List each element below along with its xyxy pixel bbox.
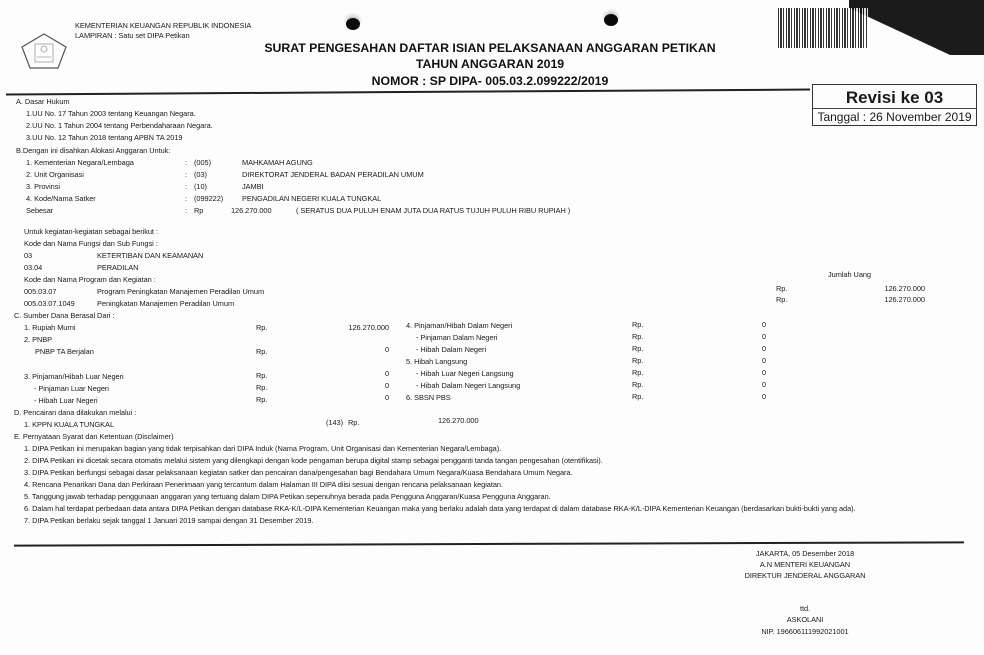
fund-source-amount: 0 [761, 368, 766, 377]
document-number: NOMOR : SP DIPA- 005.03.2.099222/2019 [371, 74, 609, 88]
fund-source-amount: 0 [761, 356, 766, 365]
program-name: Program Peningkatan Manajemen Peradilan Umum [97, 287, 265, 296]
fund-source-amount: 0 [761, 392, 766, 401]
fund-source-amount: 0 [384, 345, 389, 354]
scan-shadow [849, 0, 984, 55]
allocation-label: 1. Kementerian Negara/Lembaga [26, 158, 134, 167]
fund-source-amount: 0 [761, 344, 766, 353]
disclaimer-item: 3. DIPA Petikan berfungsi sebagai dasar pelaksanaan kegiatan satker dan pencairan dana/pengesahan bagi Bendahara Umum Negara/Kuasa Bendahara Umum Negara. [24, 468, 573, 477]
fund-source-label: 4. Pinjaman/Hibah Dalam Negeri [406, 321, 513, 330]
allocation-value: PENGADILAN NEGERI KUALA TUNGKAL [242, 194, 382, 203]
fund-source-amount: 0 [761, 320, 766, 329]
fund-source-label: - Hibah Dalam Negeri Langsung [416, 381, 521, 390]
fund-source-label: - Pinjaman Luar Negeri [34, 384, 109, 393]
fund-source-amount: 126.270.000 [348, 323, 389, 332]
disclaimer-item: 5. Tanggung jawab terhadap penggunaan anggaran yang tertuang dalam DIPA Petikan sepenuhnya berada pada Pengguna Anggaran/Kuasa Pengguna Anggaran. [24, 492, 551, 501]
fund-source-currency: Rp. [632, 368, 644, 377]
allocation-label: 4. Kode/Nama Satker [26, 194, 96, 203]
disclaimer-item: 6. Dalam hal terdapat perbedaan data antara DIPA Petikan dengan database RKA-K/L-DIPA Kementerian Keuangan maka yang berlaku adalah data yang terdapat di dalam database RKA-K/L-DIPA Kementerian Keuangan (berdasarkan bukti-bukti yang ada). [24, 504, 856, 513]
signature-position: DIREKTUR JENDERAL ANGGARAN [744, 571, 866, 580]
disclaimer-item: 2. DIPA Petikan ini dicetak secara otomatis melalui sistem yang dilengkapi dengan kode pengaman berupa digital stamp sebagai pengganti tanda tangan pengesahan (otentifikasi). [24, 456, 603, 465]
allocation-value: DIREKTORAT JENDERAL BADAN PERADILAN UMUM [242, 170, 424, 179]
fund-source-amount: 0 [384, 381, 389, 390]
legal-basis-item: 2.UU No. 1 Tahun 2004 tentang Perbendaharaan Negara. [26, 121, 213, 130]
fund-source-label: 1. Rupiah Murni [24, 323, 76, 332]
barcode-icon [778, 8, 868, 48]
allocation-code: (10) [194, 182, 207, 191]
section-a-heading: A. Dasar Hukum [16, 97, 70, 106]
program-code: 005.03.07.1049 [24, 299, 75, 308]
fund-source-currency: Rp. [632, 344, 644, 353]
program-currency: Rp. [776, 295, 788, 304]
signature-place-date: JAKARTA, 05 Desember 2018 [755, 549, 855, 558]
fund-source-currency: Rp. [256, 395, 268, 404]
footer-divider [14, 541, 964, 546]
signatory-nip: NIP. 196606111992021001 [761, 627, 849, 636]
signature-signed: ttd. [799, 604, 811, 613]
amount-value: 126.270.000 [231, 206, 272, 215]
activities-intro: Untuk kegiatan-kegiatan sebagai berikut : [24, 227, 158, 236]
fund-source-amount: 0 [761, 332, 766, 341]
kppn-amount: 126.270.000 [438, 416, 479, 425]
punch-hole-icon [604, 14, 618, 26]
section-b-heading: B.Dengan ini disahkan Alokasi Anggaran Untuk: [16, 146, 171, 155]
signature-on-behalf: A.N MENTERI KEUANGAN [759, 560, 851, 569]
fund-source-currency: Rp. [632, 320, 644, 329]
section-c-heading: C. Sumber Dana Berasal Dari : [14, 311, 115, 320]
fund-source-currency: Rp. [632, 332, 644, 341]
section-d-heading: D. Pencairan dana dilakukan melalui : [14, 408, 137, 417]
program-name: Peningkatan Manajemen Peradilan Umum [97, 299, 235, 308]
fund-source-currency: Rp. [256, 347, 268, 356]
punch-hole-icon [346, 18, 360, 30]
section-e-heading: E. Pernyataan Syarat dan Ketentuan (Disclaimer) [14, 432, 174, 441]
fungsi-name: PERADILAN [97, 263, 139, 272]
fund-source-label: 3. Pinjaman/Hibah Luar Negeri [24, 372, 124, 381]
program-currency: Rp. [776, 284, 788, 293]
program-amount: 126.270.000 [884, 295, 925, 304]
fund-source-label: 5. Hibah Langsung [406, 357, 468, 366]
allocation-colon: : [185, 158, 188, 167]
revision-box [812, 84, 977, 126]
allocation-colon: : [185, 182, 188, 191]
fund-source-label: PNBP TA Berjalan [35, 347, 94, 356]
fund-source-currency: Rp. [632, 392, 644, 401]
amount-label: Sebesar [26, 206, 54, 215]
fungsi-code: 03 [24, 251, 33, 260]
fund-source-currency: Rp. [256, 383, 268, 392]
document-year: TAHUN ANGGARAN 2019 [415, 57, 565, 71]
program-amount: 126.270.000 [884, 284, 925, 293]
jumlah-uang-label: Jumlah Uang [828, 270, 871, 279]
fund-source-label: - Pinjaman Dalam Negeri [416, 333, 498, 342]
fund-source-currency: Rp. [632, 380, 644, 389]
kppn-currency: Rp. [348, 418, 360, 427]
disclaimer-item: 7. DIPA Petikan berlaku sejak tanggal 1 Januari 2019 sampai dengan 31 Desember 2019. [24, 516, 314, 525]
fund-source-currency: Rp. [632, 356, 644, 365]
disclaimer-item: 1. DIPA Petikan ini merupakan bagian yang tidak terpisahkan dari DIPA Induk (Nama Program, Unit Organisasi dan Kementerian Negara/Lembaga). [24, 444, 502, 453]
fund-source-amount: 0 [384, 369, 389, 378]
amount-words: ( SERATUS DUA PULUH ENAM JUTA DUA RATUS TUJUH PULUH RIBU RUPIAH ) [296, 206, 571, 215]
kppn-office: 1. KPPN KUALA TUNGKAL [24, 420, 115, 429]
legal-basis-item: 3.UU No. 12 Tahun 2018 tentang APBN TA 2019 [26, 133, 183, 142]
header-divider [6, 89, 810, 96]
garuda-emblem-icon [20, 32, 68, 70]
fund-source-currency: Rp. [256, 323, 268, 332]
revision-date: Tanggal : 26 November 2019 [817, 110, 972, 124]
revision-label: Revisi ke 03 [813, 86, 976, 109]
ministry-name: KEMENTERIAN KEUANGAN REPUBLIK INDONESIA [75, 21, 252, 30]
fungsi-heading: Kode dan Nama Fungsi dan Sub Fungsi : [24, 239, 158, 248]
fund-source-amount: 0 [761, 380, 766, 389]
allocation-code: (005) [194, 158, 212, 167]
fund-source-label: - Hibah Luar Negeri Langsung [416, 369, 514, 378]
allocation-code: (03) [194, 170, 207, 179]
kppn-code: (143) [326, 418, 344, 427]
attachment-label: LAMPIRAN : Satu set DIPA Petikan [75, 31, 190, 40]
fungsi-code: 03.04 [24, 263, 43, 272]
fund-source-label: - Hibah Luar Negeri [34, 396, 98, 405]
allocation-code: (099222) [194, 194, 224, 203]
amount-currency: Rp [194, 206, 204, 215]
fund-source-label: 6. SBSN PBS [406, 393, 451, 402]
allocation-value: MAHKAMAH AGUNG [242, 158, 313, 167]
document-title: SURAT PENGESAHAN DAFTAR ISIAN PELAKSANAAN ANGGARAN PETIKAN [264, 41, 716, 55]
signatory-name: ASKOLANI [786, 615, 824, 624]
disclaimer-item: 4. Rencana Penarikan Dana dan Perkiraan Penerimaan yang tercantum dalam Halaman III DIPA diisi sesuai dengan rencana pelaksanaan kegiatan. [24, 480, 503, 489]
fungsi-name: KETERTIBAN DAN KEAMANAN [97, 251, 204, 260]
allocation-value: JAMBI [242, 182, 264, 191]
legal-basis-item: 1.UU No. 17 Tahun 2003 tentang Keuangan Negara. [26, 109, 196, 118]
allocation-colon: : [185, 194, 188, 203]
allocation-label: 3. Provinsi [26, 182, 60, 191]
amount-colon: : [185, 206, 188, 215]
fund-source-label: 2. PNBP [24, 335, 52, 344]
fund-source-label: - Hibah Dalam Negeri [416, 345, 487, 354]
allocation-label: 2. Unit Organisasi [26, 170, 84, 179]
program-heading: Kode dan Nama Program dan Kegiatan : [24, 275, 156, 284]
program-code: 005.03.07 [24, 287, 57, 296]
fund-source-amount: 0 [384, 393, 389, 402]
allocation-colon: : [185, 170, 188, 179]
fund-source-currency: Rp. [256, 371, 268, 380]
